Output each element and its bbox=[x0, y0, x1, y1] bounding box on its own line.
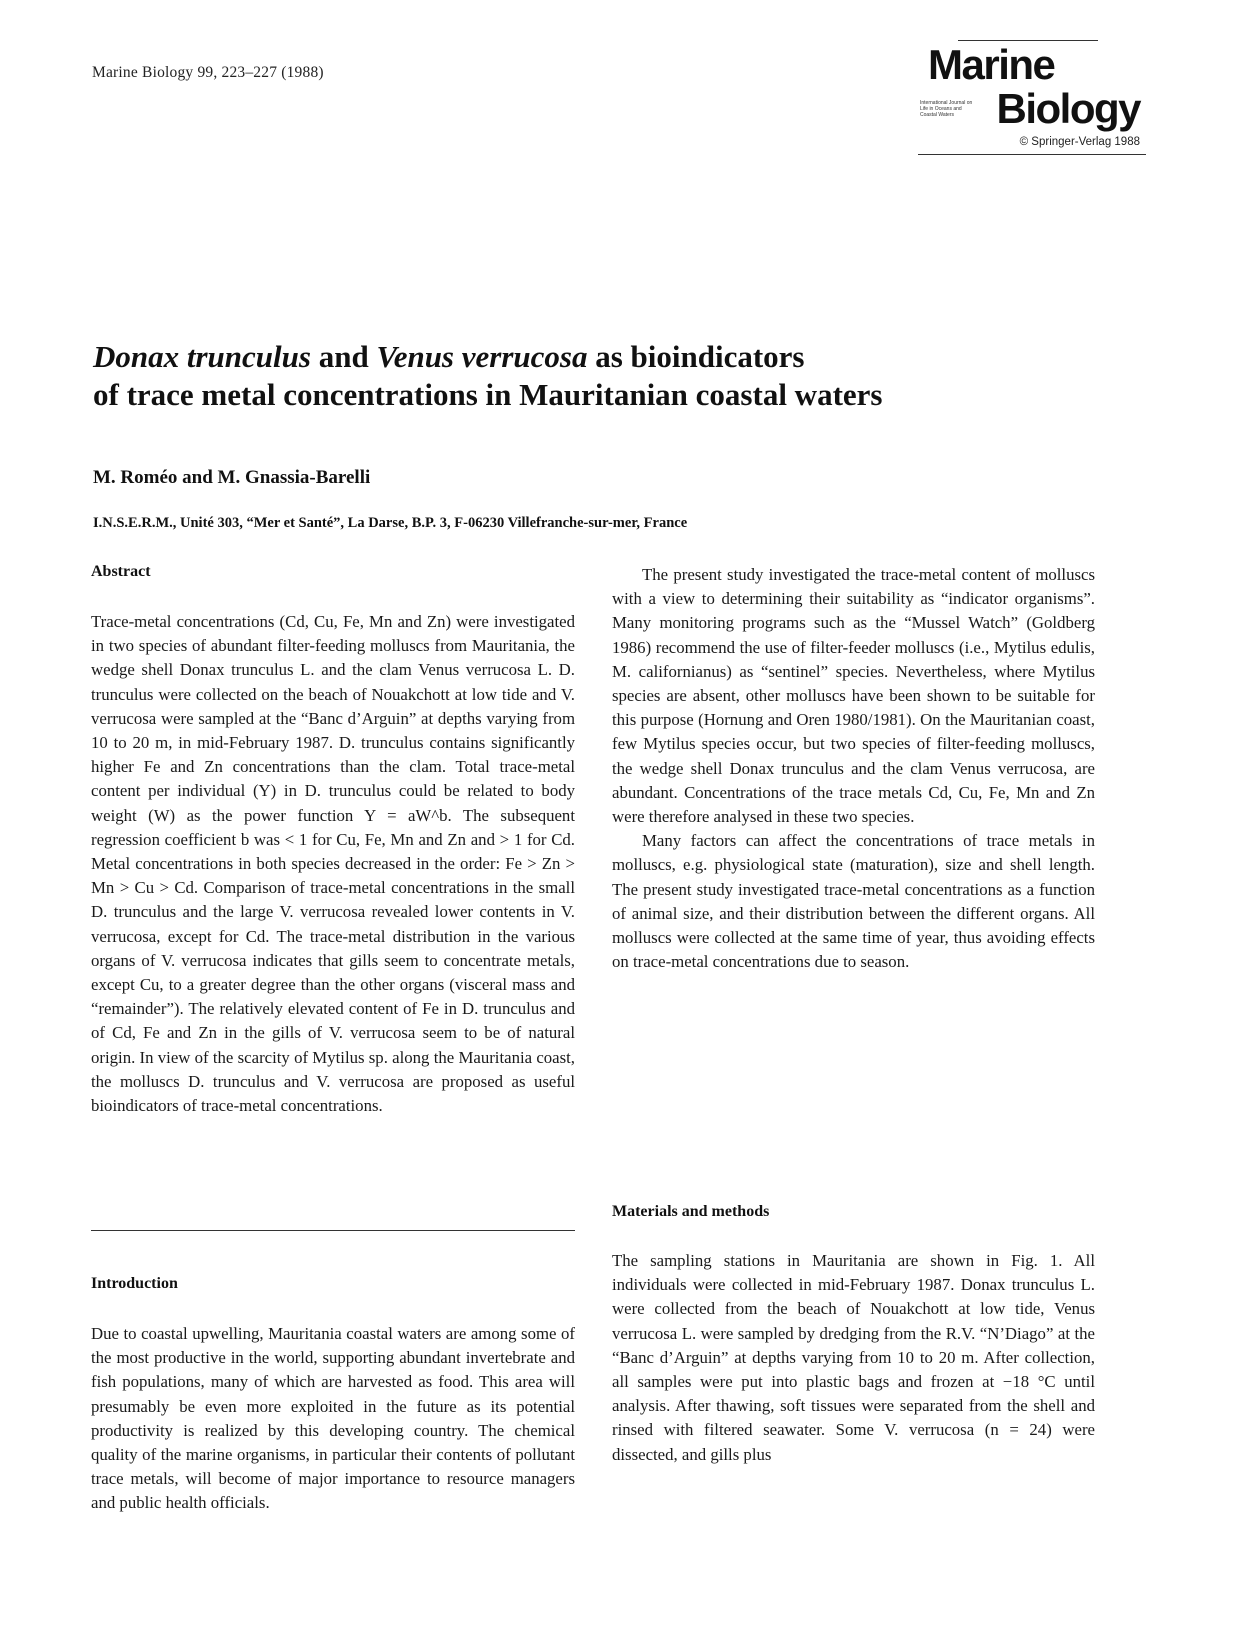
title-rest-1: as bioindicators bbox=[587, 339, 805, 374]
title-line-2: of trace metal concentrations in Mauritanian coastal waters bbox=[93, 377, 883, 412]
copyright: © Springer-Verlag 1988 bbox=[1019, 136, 1140, 148]
introduction-body-right bbox=[612, 563, 1095, 974]
logo-word-biology: Biology bbox=[996, 85, 1140, 132]
introduction-body-left bbox=[91, 1322, 575, 1516]
title-species-1: Donax trunculus bbox=[93, 339, 311, 374]
title-species-2: Venus verrucosa bbox=[376, 339, 588, 374]
introduction-paragraph-1: Due to coastal upwelling, Mauritania coastal waters are among some of the most productive in the world, supporting abundant invertebrate and fish populations, many of which are harvested as food. This area will presumably be even more exploited in the future as its potential productivity is realized by this developing country. The chemical quality of the marine organisms, in particular their contents of pollutant trace metals, will become of major importance to resource managers and public health officials. bbox=[91, 1324, 575, 1513]
logo-tagline: International Journal on Life in Oceans and Coastal Waters bbox=[920, 100, 973, 118]
introduction-heading: Introduction bbox=[91, 1275, 178, 1292]
abstract-heading: Abstract bbox=[91, 563, 151, 580]
title-and: and bbox=[310, 339, 377, 374]
authors: M. Roméo and M. Gnassia-Barelli bbox=[93, 467, 371, 488]
logo-rule-bottom bbox=[918, 154, 1146, 155]
methods-paragraph-1: The sampling stations in Mauritania are shown in Fig. 1. All individuals were collected in mid-February 1987. Donax trunculus L. were collected from the beach of Nouakchott at low tide, Venus verrucosa L. were sampled by dredging from the R.V. “N’Diago” at the “Banc d’Arguin” at depths varying from 10 to 20 m. After collection, all samples were put into plastic bags and frozen at −18 °C until analysis. After thawing, soft tissues were separated from the shell and rinsed with filtered seawater. Some V. verrucosa (n = 24) were dissected, and gills plus bbox=[612, 1251, 1095, 1464]
journal-logo bbox=[918, 40, 1146, 160]
methods-heading: Materials and methods bbox=[612, 1203, 770, 1220]
article-title bbox=[93, 338, 1073, 414]
introduction-paragraph-2: The present study investigated the trace-metal content of molluscs with a view to determining their suitability as “indicator organisms”. Many monitoring programs such as the “Mussel Watch” (Goldberg 1986) recommend the use of filter-feeder molluscs (i.e., Mytilus edulis, M. californianus) as “sentinel” species. Nevertheless, where Mytilus species are absent, other molluscs have been shown to be suitable for this purpose (Hornung and Oren 1980/1981). On the Mauritanian coast, few Mytilus species occur, but two species of filter-feeding molluscs, the wedge shell Donax trunculus and the clam Venus verrucosa, are abundant. Concentrations of the trace metals Cd, Cu, Fe, Mn and Zn were therefore analysed in these two species. bbox=[612, 565, 1095, 827]
journal-citation: Marine Biology 99, 223–227 (1988) bbox=[92, 64, 324, 81]
abstract-body bbox=[91, 610, 575, 1118]
abstract-divider bbox=[91, 1230, 575, 1231]
affiliation: I.N.S.E.R.M., Unité 303, “Mer et Santé”, La Darse, B.P. 3, F-06230 Villefranche-sur-mer, France bbox=[93, 515, 688, 531]
introduction-paragraph-3: Many factors can affect the concentrations of trace metals in molluscs, e.g. physiological state (maturation), size and shell length. The present study investigated trace-metal concentrations as a function of animal size, and their distribution between the different organs. All molluscs were collected at the same time of year, thus avoiding effects on trace-metal concentrations due to season. bbox=[612, 831, 1095, 972]
logo-word-marine: Marine bbox=[928, 41, 1055, 88]
methods-body bbox=[612, 1249, 1095, 1467]
abstract-text: Trace-metal concentrations (Cd, Cu, Fe, Mn and Zn) were investigated in two species of abundant filter-feeding molluscs from Mauritania, the wedge shell Donax trunculus L. and the clam Venus verrucosa L. D. trunculus were collected on the beach of Nouakchott at low tide and V. verrucosa were sampled at the “Banc d’Arguin” at depths varying from 10 to 20 m, in mid-February 1987. D. trunculus contains significantly higher Fe and Zn concentrations than the clam. Total trace-metal content per individual (Y) in D. trunculus could be related to body weight (W) as the power function Y = aW^b. The subsequent regression coefficient b was < 1 for Cu, Fe, Mn and Zn and > 1 for Cd. Metal concentrations in both species decreased in the order: Fe > Zn > Mn > Cu > Cd. Comparison of trace-metal concentrations in the small D. trunculus and the large V. verrucosa revealed lower contents in V. verrucosa, except for Cd. The trace-metal distribution in the various organs of V. verrucosa indicates that gills seem to concentrate metals, except Cu, to a greater degree than the other organs (visceral mass and “remainder”). The relatively elevated content of Fe in D. trunculus and of Cd, Fe and Zn in the gills of V. verrucosa seem to be of natural origin. In view of the scarcity of Mytilus sp. along the Mauritania coast, the molluscs D. trunculus and V. verrucosa are proposed as useful bioindicators of trace-metal concentrations. bbox=[91, 612, 575, 1116]
